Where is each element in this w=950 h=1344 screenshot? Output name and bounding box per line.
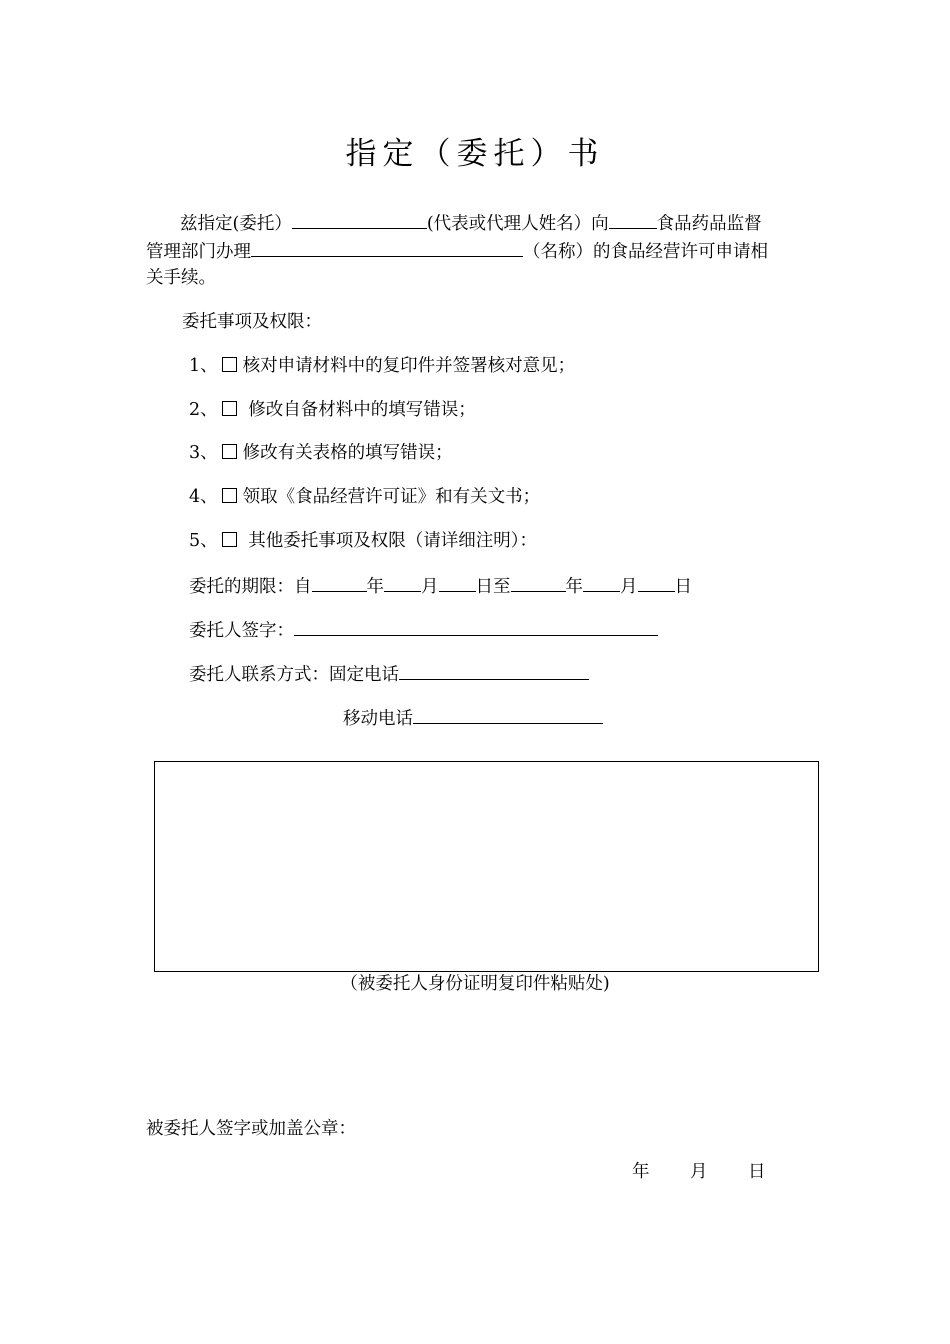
item-number: 2、 — [189, 400, 218, 420]
signature-line — [189, 617, 658, 643]
id-copy-paste-area — [154, 761, 819, 972]
document-title: 指定（委托）书 — [345, 136, 605, 172]
item-text: 核对申请材料中的复印件并签署核对意见； — [242, 356, 576, 376]
item-text: 领取《食品经营许可证》和有关文书； — [242, 487, 541, 507]
end-year-blank[interactable] — [511, 573, 566, 592]
list-item — [189, 398, 476, 422]
list-item — [189, 485, 540, 509]
date-month-label: 月 — [690, 1162, 708, 1182]
mobile-blank[interactable] — [413, 705, 603, 724]
item-number: 1、 — [189, 356, 218, 376]
item-text: 其他委托事项及权限（请详细注明）： — [248, 531, 537, 551]
year-label: 年 — [366, 577, 384, 597]
business-name-blank[interactable] — [251, 238, 523, 257]
intro-line-1 — [180, 210, 762, 236]
item-text: 修改自备材料中的填写错误； — [248, 400, 476, 420]
intro-text-d: 管理部门办理 — [146, 242, 251, 262]
landline-blank[interactable] — [399, 661, 589, 680]
item-text: 修改有关表格的填写错误； — [242, 443, 453, 463]
date-day-label: 日 — [748, 1162, 766, 1182]
month-label: 月 — [421, 577, 439, 597]
checkbox[interactable] — [222, 401, 237, 416]
start-day-blank[interactable] — [439, 573, 476, 592]
day-to-label: 日至 — [475, 577, 511, 597]
checkbox[interactable] — [222, 444, 237, 459]
checkbox[interactable] — [222, 488, 237, 503]
item-number: 3、 — [189, 443, 218, 463]
authority-name-blank[interactable] — [609, 210, 657, 229]
signature-label: 委托人签字： — [189, 621, 294, 641]
delegate-name-blank[interactable] — [292, 210, 427, 229]
intro-line-2 — [146, 238, 768, 264]
signature-blank[interactable] — [294, 617, 658, 636]
intro-text-e: （名称）的食品经营许可申请相 — [523, 242, 768, 262]
list-item — [189, 354, 575, 378]
start-month-blank[interactable] — [384, 573, 421, 592]
contact-label: 委托人联系方式：固定电话 — [189, 665, 399, 685]
end-month-blank[interactable] — [583, 573, 620, 592]
mobile-label: 移动电话 — [343, 709, 413, 729]
intro-line-3: 关手续。 — [146, 268, 216, 288]
intro-text-a: 兹指定(委托） — [180, 214, 292, 234]
start-year-blank[interactable] — [312, 573, 367, 592]
agent-signature-label: 被委托人签字或加盖公章： — [146, 1119, 356, 1139]
date-year-label: 年 — [632, 1162, 650, 1182]
intro-text-c: 食品药品监督 — [656, 214, 762, 234]
id-copy-caption: （被委托人身份证明复印件粘贴处) — [340, 974, 610, 994]
period-label: 委托的期限：自 — [189, 577, 312, 597]
list-item — [189, 441, 453, 465]
day-label: 日 — [674, 577, 692, 597]
period-line — [189, 573, 692, 599]
item-number: 4、 — [189, 487, 218, 507]
year-label: 年 — [565, 577, 583, 597]
matters-heading: 委托事项及权限： — [182, 312, 322, 332]
intro-text-b: (代表或代理人姓名）向 — [426, 214, 609, 234]
list-item — [189, 529, 537, 553]
checkbox[interactable] — [222, 532, 237, 547]
checkbox[interactable] — [222, 357, 237, 372]
end-day-blank[interactable] — [638, 573, 675, 592]
mobile-line — [343, 705, 603, 731]
item-number: 5、 — [189, 531, 218, 551]
month-label: 月 — [620, 577, 638, 597]
contact-line — [189, 661, 589, 687]
